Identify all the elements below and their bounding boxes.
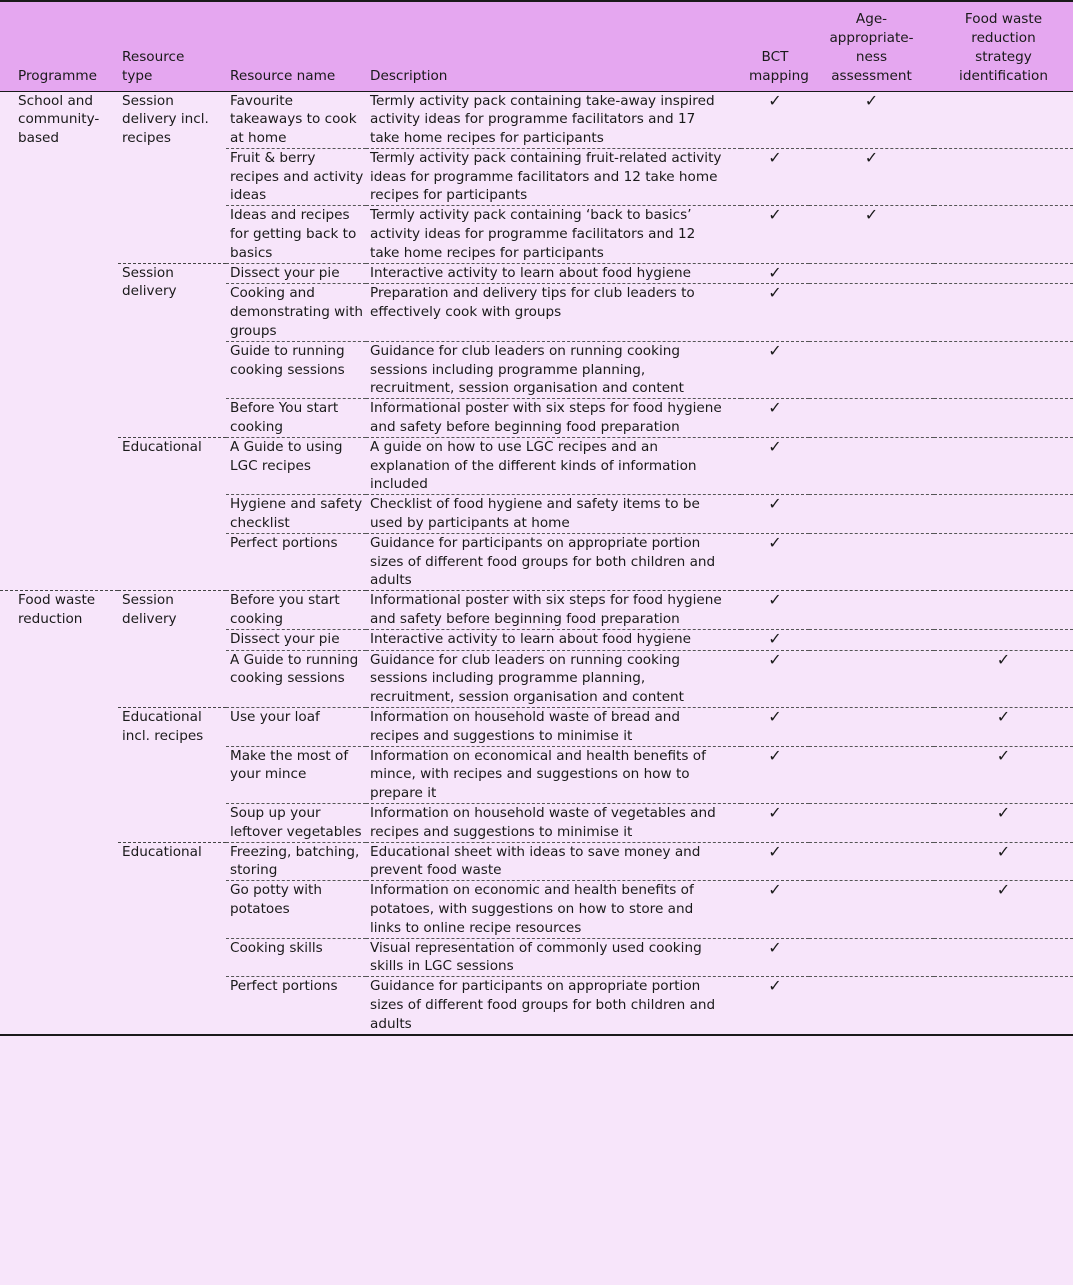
checkmark-icon: ✓ [996,745,1011,765]
fw-check-cell [934,341,1073,398]
resource-name-cell: Make the most of your mince [226,746,366,803]
checkmark-icon: ✓ [768,880,782,900]
description-cell: Information on household waste of bread and recipes and suggestions to minimise it [366,708,741,747]
age-check-cell [809,629,934,650]
age-check-cell [809,148,934,205]
bct-check-cell [741,591,809,630]
resource-name-cell: Hygiene and safety checklist [226,495,366,534]
table-row [0,263,1073,284]
header-programme: Programme [18,67,97,84]
checkmark-icon: ✓ [768,340,782,360]
bct-check-cell [741,263,809,284]
resource-name-cell: Before You start cooking [226,399,366,438]
bct-check-cell [741,842,809,881]
description-cell: Termly activity pack containing take-away inspired activity ideas for programme facilitators and 17 take home recipes for participants [370,92,715,147]
checkmark-icon: ✓ [996,841,1011,861]
resource-name-cell: Use your loaf [226,708,366,747]
checkmark-icon: ✓ [996,649,1011,669]
table-row [0,591,1073,630]
age-check-cell [809,650,934,707]
fw-check-cell [934,842,1073,881]
checkmark-icon: ✓ [768,707,782,726]
fw-check-cell [934,938,1073,977]
age-check-cell [809,803,934,842]
age-check-cell [809,708,934,747]
age-check-cell [809,746,934,803]
table-body [0,91,1073,1035]
age-check-cell [809,533,934,590]
resource-name-cell: Dissect your pie [226,629,366,650]
checkmark-icon: ✓ [768,532,782,552]
fw-check-cell [934,399,1073,438]
bct-check-cell [741,708,809,747]
checkmark-icon: ✓ [768,628,782,648]
checkmark-icon: ✓ [996,880,1011,900]
resource-type-cell: Educational incl. recipes [118,708,226,843]
age-check-cell [809,341,934,398]
bct-check-cell [741,650,809,707]
description-cell: A guide on how to use LGC recipes and an explanation of the different kinds of information included [366,437,741,494]
resource-name-cell: A Guide to using LGC recipes [226,437,366,494]
description-cell: Checklist of food hygiene and safety items to be used by participants at home [366,495,741,534]
bct-check-cell [741,206,809,263]
description-cell: Visual representation of commonly used cooking skills in LGC sessions [366,938,741,977]
description-cell: Guidance for participants on appropriate portion sizes of different food groups for both children and adults [366,977,741,1035]
header-row [0,1,1073,91]
age-check-cell [809,842,934,881]
programme-cell: School and community-based [18,92,100,147]
checkmark-icon: ✓ [768,205,782,225]
fw-check-cell [934,881,1073,938]
checkmark-icon: ✓ [768,802,782,822]
bct-check-cell [741,881,809,938]
description-cell: Guidance for participants on appropriate portion sizes of different food groups for both children and adults [366,533,741,590]
age-check-cell [809,284,934,341]
checkmark-icon: ✓ [768,976,782,996]
fw-check-cell [934,650,1073,707]
age-check-cell [809,91,934,148]
checkmark-icon: ✓ [768,841,782,861]
checkmark-icon: ✓ [768,649,782,669]
checkmark-icon: ✓ [768,147,782,167]
resource-name-cell: Perfect portions [226,533,366,590]
description-cell: Educational sheet with ideas to save money and prevent food waste [366,842,741,881]
description-cell: Guidance for club leaders on running cooking sessions including programme planning, recruitment, session organisation and content [366,650,741,707]
bct-check-cell [741,629,809,650]
age-check-cell [809,977,934,1035]
description-cell: Interactive activity to learn about food hygiene [366,263,741,284]
resource-type-cell: Educational [118,437,226,590]
fw-check-cell [934,91,1073,148]
bct-check-cell [741,399,809,438]
description-cell: Information on economic and health benefits of potatoes, with suggestions on how to store and links to online recipe resources [366,881,741,938]
age-check-cell [809,206,934,263]
table-row [0,842,1073,881]
resource-name-cell: Guide to running cooking sessions [226,341,366,398]
resource-name-cell: Favourite takeaways to cook at home [230,92,357,147]
table-row [0,91,1073,148]
resource-name-cell: Soup up your leftover vegetables [226,803,366,842]
programme-cell: Food waste reduction [0,591,118,1035]
resource-name-cell: Before you start cooking [226,591,366,630]
age-check-cell [809,399,934,438]
bct-check-cell [741,977,809,1035]
checkmark-icon: ✓ [768,937,782,957]
fw-check-cell [934,746,1073,803]
checkmark-icon: ✓ [864,90,879,110]
checkmark-icon: ✓ [996,707,1011,726]
checkmark-icon: ✓ [768,590,782,610]
bct-check-cell [741,533,809,590]
resource-name-cell: Perfect portions [226,977,366,1035]
fw-check-cell [934,437,1073,494]
description-cell: Information on economical and health benefits of mince, with recipes and suggestions on how to prepare it [366,746,741,803]
table-row [0,437,1073,494]
description-cell: Termly activity pack containing ‘back to basics’ activity ideas for programme facilitators and 12 take home recipes for participants [366,206,741,263]
bct-check-cell [741,148,809,205]
age-check-cell [809,263,934,284]
resource-name-cell: Fruit & berry recipes and activity ideas [226,148,366,205]
bct-check-cell [741,341,809,398]
fw-check-cell [934,148,1073,205]
description-cell: Interactive activity to learn about food hygiene [366,629,741,650]
fw-check-cell [934,263,1073,284]
header-description: Description [370,67,448,84]
age-check-cell [809,437,934,494]
fw-check-cell [934,803,1073,842]
fw-check-cell [934,977,1073,1035]
resource-type-cell: Session delivery [118,263,226,437]
fw-check-cell [934,533,1073,590]
checkmark-icon: ✓ [768,90,782,110]
header-age-assessment: Age-appropriate-ness assessment [829,11,914,84]
checkmark-icon: ✓ [996,802,1011,822]
bct-check-cell [741,938,809,977]
description-cell: Guidance for club leaders on running cooking sessions including programme planning, recruitment, session organisation and content [366,341,741,398]
checkmark-icon: ✓ [768,745,782,765]
description-cell: Termly activity pack containing fruit-related activity ideas for programme facilitators and 12 take home recipes for participants [366,148,741,205]
resource-name-cell: Go potty with potatoes [226,881,366,938]
bct-check-cell [741,803,809,842]
fw-check-cell [934,495,1073,534]
header-resource-type: Resource type [122,48,185,84]
description-cell: Informational poster with six steps for food hygiene and safety before beginning food preparation [366,591,741,630]
fw-check-cell [934,629,1073,650]
fw-check-cell [934,591,1073,630]
bct-check-cell [741,437,809,494]
bct-check-cell [741,495,809,534]
resource-name-cell: Cooking skills [226,938,366,977]
resource-name-cell: Dissect your pie [226,263,366,284]
resource-name-cell: Cooking and demonstrating with groups [226,284,366,341]
fw-check-cell [934,206,1073,263]
resource-name-cell: A Guide to running cooking sessions [226,650,366,707]
bct-check-cell [741,284,809,341]
header-food-waste-strategy: Food waste reduction strategy identification [959,11,1048,84]
resource-type-cell: Session delivery [118,591,226,708]
resource-type-cell: Session delivery incl. recipes [122,92,209,147]
checkmark-icon: ✓ [864,147,879,167]
table-row [0,708,1073,747]
checkmark-icon: ✓ [768,436,782,456]
checkmark-icon: ✓ [768,494,782,514]
fw-check-cell [934,284,1073,341]
age-check-cell [809,591,934,630]
description-cell: Preparation and delivery tips for club leaders to effectively cook with groups [366,284,741,341]
age-check-cell [809,881,934,938]
bct-check-cell [741,91,809,148]
header-resource-name: Resource name [230,67,336,84]
description-cell: Information on household waste of vegetables and recipes and suggestions to minimise it [366,803,741,842]
checkmark-icon: ✓ [864,205,879,225]
fw-check-cell [934,708,1073,747]
age-check-cell [809,938,934,977]
resource-name-cell: Ideas and recipes for getting back to basics [226,206,366,263]
resource-name-cell: Freezing, batching, storing [226,842,366,881]
resource-type-cell: Educational [118,842,226,1034]
header-bct-mapping: BCT mapping [749,48,809,84]
bct-check-cell [741,746,809,803]
checkmark-icon: ✓ [768,262,782,282]
checkmark-icon: ✓ [768,283,782,303]
checkmark-icon: ✓ [768,398,782,418]
description-cell: Informational poster with six steps for food hygiene and safety before beginning food preparation [366,399,741,438]
age-check-cell [809,495,934,534]
